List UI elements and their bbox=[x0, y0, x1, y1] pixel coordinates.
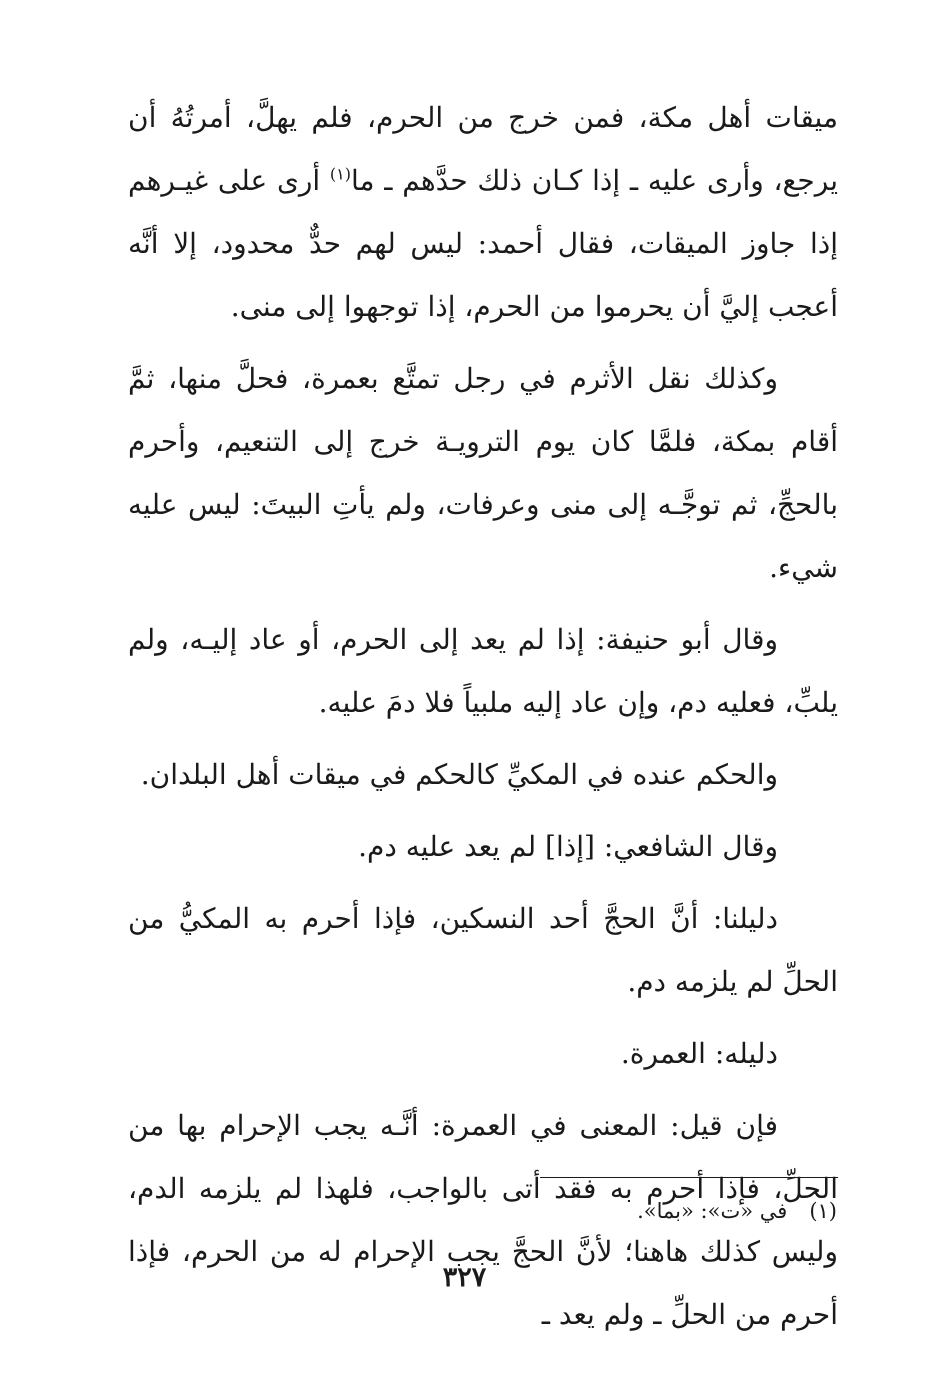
paragraph-7: دليله: العمرة. bbox=[620, 1037, 778, 1070]
footnote-separator bbox=[540, 1177, 838, 1178]
paragraph-8: فإن قيل: المعنى في العمرة: أنَّـه يجب الإحرام بها من الحلِّ، فإذا أحرم به فقد أتى بالواجب، فلهذا لم يلزمه الدم، وليس كذلك هاهنا؛ لأنَّ الحجَّ يجب الإحرام له من الحرم، فإذا أحرم من الحلِّ ـ ولم يعد ـ bbox=[128, 1109, 838, 1331]
paragraph-5: وقال الشافعي: [إذا] لم يعد عليه دم. bbox=[358, 830, 778, 863]
footnote-number: (١) bbox=[809, 1199, 837, 1223]
paragraph-4: والحكم عنده في المكيِّ كالحكم في ميقات أهل البلدان. bbox=[140, 758, 778, 791]
paragraph-2: وكذلك نقل الأثرم في رجل تمتَّع بعمرة، فحلَّ منها، ثمَّ أقام بمكة، فلمَّا كان يوم الترويـة خرج إلى التنعيم، وأحرم بالحجِّ، ثم توجَّـه إلى منى وعرفات، ولم يأتِ البيتَ: ليس عليه شيء. bbox=[128, 362, 839, 584]
paragraph-1 bbox=[128, 86, 838, 338]
footnote bbox=[637, 1196, 837, 1226]
paragraph-1-text-a: ميقات أهل مكة، فمن خرج من الحرم، فلم يهلَّ، أمرتُهُ أن يرجع، وأرى عليه ـ إذا كـان ذلك حدَّهم ـ ما bbox=[128, 101, 838, 197]
body-text bbox=[128, 86, 838, 1355]
footnote-reference[interactable]: (١) bbox=[329, 164, 352, 184]
paragraph-3: وقال أبو حنيفة: إذا لم يعد إلى الحرم، أو عاد إليـه، ولم يلبِّ، فعليه دم، وإن عاد إليه ملبياً فلا دمَ عليه. bbox=[128, 623, 838, 719]
page-number: ٣٢٧ bbox=[442, 1262, 487, 1293]
paragraph-1-text-b: أرى على غيـرهم إذا جاوز الميقات، فقال أحمد: ليس لهم حدٌّ محدود، إلا أنَّه أعجب إليَّ أن يحرموا من الحرم، إذا توجهوا إلى منى. bbox=[128, 164, 838, 323]
paragraph-6: دليلنا: أنَّ الحجَّ أحد النسكين، فإذا أحرم به المكيُّ من الحلِّ لم يلزمه دم. bbox=[128, 902, 838, 998]
footnote-text: في «ت»: «بما». bbox=[637, 1199, 788, 1223]
